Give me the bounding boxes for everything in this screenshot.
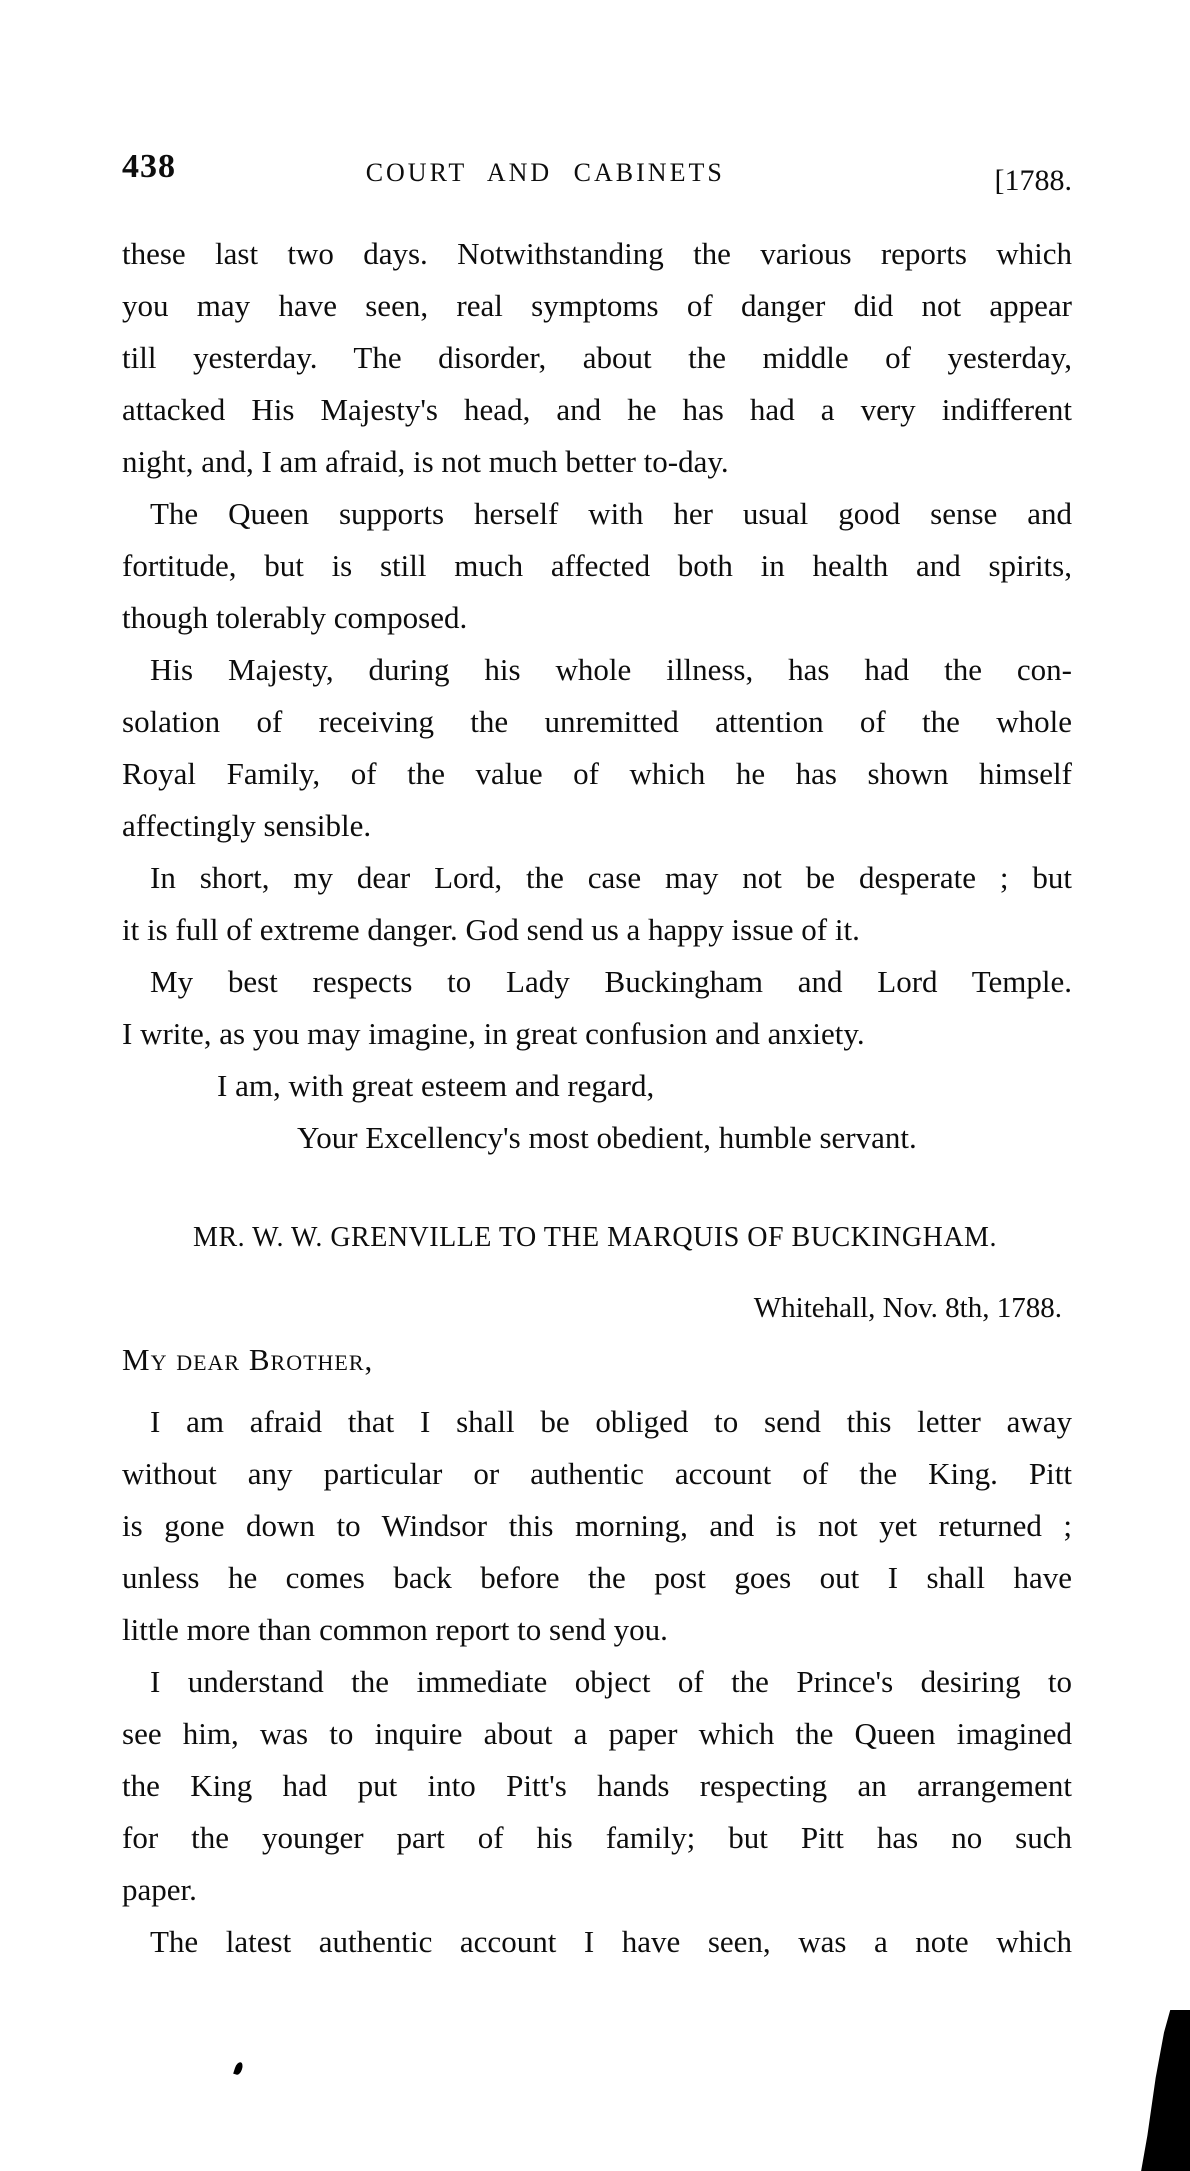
running-title: COURT AND CABINETS bbox=[365, 158, 725, 187]
text-line: paper. bbox=[122, 1872, 197, 1907]
text-line: little more than common report to send you. bbox=[122, 1612, 668, 1647]
text-line: night, and, I am afraid, is not much better to-day. bbox=[122, 444, 729, 479]
text-line: these last two days. Notwithstanding the various reports which bbox=[122, 236, 1072, 271]
closing-line: Your Excellency's most obedient, humble servant. bbox=[297, 1120, 917, 1155]
text-line: solation of receiving the unremitted attention of the whole bbox=[122, 704, 1072, 739]
text-line: attacked His Majesty's head, and he has had a very indifferent bbox=[122, 392, 1072, 427]
salutation: My dear Brother, bbox=[122, 1342, 374, 1377]
text-line: till yesterday. The disorder, about the middle of yesterday, bbox=[122, 340, 1072, 375]
dateline: Whitehall, Nov. 8th, 1788. bbox=[753, 1292, 1062, 1324]
text-line: without any particular or authentic account of the King. Pitt bbox=[122, 1456, 1072, 1491]
letter-body-2 bbox=[122, 1396, 1072, 1968]
page-number: 438 bbox=[122, 148, 176, 185]
text-line: is gone down to Windsor this morning, and is not yet returned ; bbox=[122, 1508, 1072, 1543]
text-line: fortitude, but is still much affected both in health and spirits, bbox=[122, 548, 1072, 583]
running-header bbox=[122, 148, 1072, 198]
closing-line: I am, with great esteem and regard, bbox=[217, 1068, 655, 1103]
text-line: In short, my dear Lord, the case may not be desperate ; but bbox=[150, 860, 1072, 895]
letter-body-1 bbox=[122, 228, 1072, 1164]
year-marker: [1788. bbox=[994, 164, 1072, 197]
text-line: I understand the immediate object of the Prince's desiring to bbox=[150, 1664, 1072, 1699]
text-line: affectingly sensible. bbox=[122, 808, 372, 843]
text-line: see him, was to inquire about a paper which the Queen imagined bbox=[122, 1716, 1072, 1751]
text-line: Royal Family, of the value of which he has shown himself bbox=[122, 756, 1072, 791]
text-line: His Majesty, during his whole illness, has had the con- bbox=[150, 652, 1072, 687]
letter-heading: MR. W. W. GRENVILLE TO THE MARQUIS OF BUCKINGHAM. bbox=[193, 1222, 997, 1253]
text-line: I write, as you may imagine, in great confusion and anxiety. bbox=[122, 1016, 865, 1051]
text-line: for the younger part of his family; but Pitt has no such bbox=[122, 1820, 1072, 1855]
text-line: The latest authentic account I have seen, was a note which bbox=[150, 1924, 1072, 1959]
ink-speck-mark bbox=[233, 2061, 244, 2076]
text-line: though tolerably composed. bbox=[122, 600, 468, 635]
text-line: The Queen supports herself with her usual good sense and bbox=[150, 496, 1072, 531]
text-line: the King had put into Pitt's hands respecting an arrangement bbox=[122, 1768, 1072, 1803]
text-line: My best respects to Lady Buckingham and Lord Temple. bbox=[150, 964, 1072, 999]
text-line: I am afraid that I shall be obliged to send this letter away bbox=[150, 1404, 1072, 1439]
text-line: unless he comes back before the post goes out I shall have bbox=[122, 1560, 1072, 1595]
text-line: it is full of extreme danger. God send us a happy issue of it. bbox=[122, 912, 860, 947]
ink-smudge-mark bbox=[1138, 2010, 1190, 2171]
text-line: you may have seen, real symptoms of danger did not appear bbox=[122, 288, 1072, 323]
